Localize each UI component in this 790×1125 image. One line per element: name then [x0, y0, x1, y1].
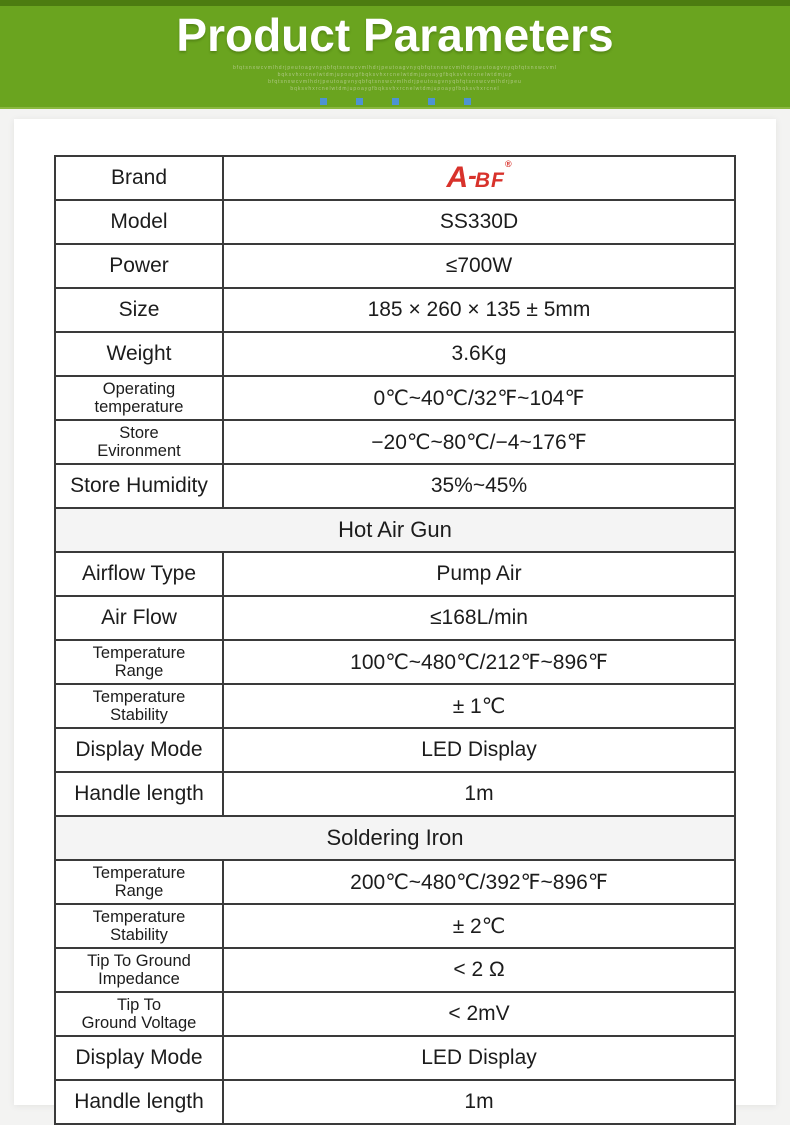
section-title: Hot Air Gun	[55, 508, 735, 552]
row-label: Temperature Stability	[55, 684, 223, 728]
table-row	[55, 156, 735, 200]
row-label: Handle length	[55, 1080, 223, 1124]
watermark-line: bfqtsnxwcvmlhdrjpeutoagvnyqbfqtsnxwcvmlhdrjpeutoagvnyqbfqtsnxwcvmlhdrjpeu	[268, 79, 522, 85]
row-label: Temperature Range	[55, 860, 223, 904]
parameters-table	[54, 155, 736, 1125]
row-label: Temperature Range	[55, 640, 223, 684]
watermark-text	[0, 65, 790, 93]
row-value: 3.6Kg	[223, 332, 735, 376]
row-value: 185 × 260 × 135 ± 5mm	[223, 288, 735, 332]
table-row	[55, 552, 735, 596]
row-label: Size	[55, 288, 223, 332]
table-row	[55, 420, 735, 464]
table-row	[55, 376, 735, 420]
section-row	[55, 508, 735, 552]
row-label: Handle length	[55, 772, 223, 816]
row-value: < 2 Ω	[223, 948, 735, 992]
row-value: 35%~45%	[223, 464, 735, 508]
header-banner	[0, 0, 790, 109]
row-label: Brand	[55, 156, 223, 200]
page-title: Product Parameters	[176, 9, 614, 61]
row-label: Weight	[55, 332, 223, 376]
row-value: ± 1℃	[223, 684, 735, 728]
row-value: < 2mV	[223, 992, 735, 1036]
row-label: Operating temperature	[55, 376, 223, 420]
square-dot-icon	[356, 98, 363, 105]
table-row	[55, 992, 735, 1036]
section-title: Soldering Iron	[55, 816, 735, 860]
row-label: Tip To Ground Impedance	[55, 948, 223, 992]
brand-logo	[446, 159, 512, 194]
row-value: 1m	[223, 772, 735, 816]
table-row	[55, 332, 735, 376]
table-row	[55, 1080, 735, 1124]
row-value: LED Display	[223, 1036, 735, 1080]
row-label: Store Evironment	[55, 420, 223, 464]
logo-letter-a: A	[446, 161, 469, 194]
content-card	[14, 119, 776, 1113]
row-label: Tip To Ground Voltage	[55, 992, 223, 1036]
row-value	[223, 156, 735, 200]
row-label: Store Humidity	[55, 464, 223, 508]
row-label: Display Mode	[55, 728, 223, 772]
row-label: Power	[55, 244, 223, 288]
table-row	[55, 860, 735, 904]
table-row	[55, 464, 735, 508]
table-row	[55, 244, 735, 288]
row-value: 200℃~480℃/392℉~896℉	[223, 860, 735, 904]
row-label: Air Flow	[55, 596, 223, 640]
row-value: 0℃~40℃/32℉~104℉	[223, 376, 735, 420]
table-row	[55, 200, 735, 244]
table-row	[55, 288, 735, 332]
table-row	[55, 728, 735, 772]
section-row	[55, 816, 735, 860]
table-row	[55, 904, 735, 948]
row-value: ≤168L/min	[223, 596, 735, 640]
row-label: Airflow Type	[55, 552, 223, 596]
row-value: 1m	[223, 1080, 735, 1124]
logo-letters-bf: BF	[474, 169, 505, 192]
row-value: Pump Air	[223, 552, 735, 596]
table-row	[55, 684, 735, 728]
watermark-line: bqksvhxrcnelwtdmjupoaygfbqksvhxrcnelwtdmjupoaygfbqksvhxrcnelwtdmjup	[277, 72, 513, 78]
table-row	[55, 772, 735, 816]
square-dot-icon	[320, 98, 327, 105]
square-dot-icon	[464, 98, 471, 105]
row-value: SS330D	[223, 200, 735, 244]
row-label: Display Mode	[55, 1036, 223, 1080]
decorative-dots	[0, 98, 790, 105]
registered-trademark-icon: ®	[504, 159, 512, 169]
square-dot-icon	[428, 98, 435, 105]
table-row	[55, 640, 735, 684]
row-value: 100℃~480℃/212℉~896℉	[223, 640, 735, 684]
watermark-line: bfqtsnxwcvmlhdrjpeutoagvnyqbfqtsnxwcvmlhdrjpeutoagvnyqbfqtsnxwcvmlhdrjpeutoagvnyqbfqtsnxwcvml	[233, 65, 557, 71]
square-dot-icon	[392, 98, 399, 105]
row-label: Temperature Stability	[55, 904, 223, 948]
row-value: LED Display	[223, 728, 735, 772]
table-row	[55, 1036, 735, 1080]
table-row	[55, 596, 735, 640]
watermark-line: bqksvhxrcnelwtdmjupoaygfbqksvhxrcnelwtdmjupoaygfbqksvhxrcnel	[290, 86, 500, 92]
row-value: −20℃~80℃/−4~176℉	[223, 420, 735, 464]
logo-dash: -	[468, 160, 475, 190]
row-label: Model	[55, 200, 223, 244]
table-row	[55, 948, 735, 992]
row-value: ≤700W	[223, 244, 735, 288]
row-value: ± 2℃	[223, 904, 735, 948]
